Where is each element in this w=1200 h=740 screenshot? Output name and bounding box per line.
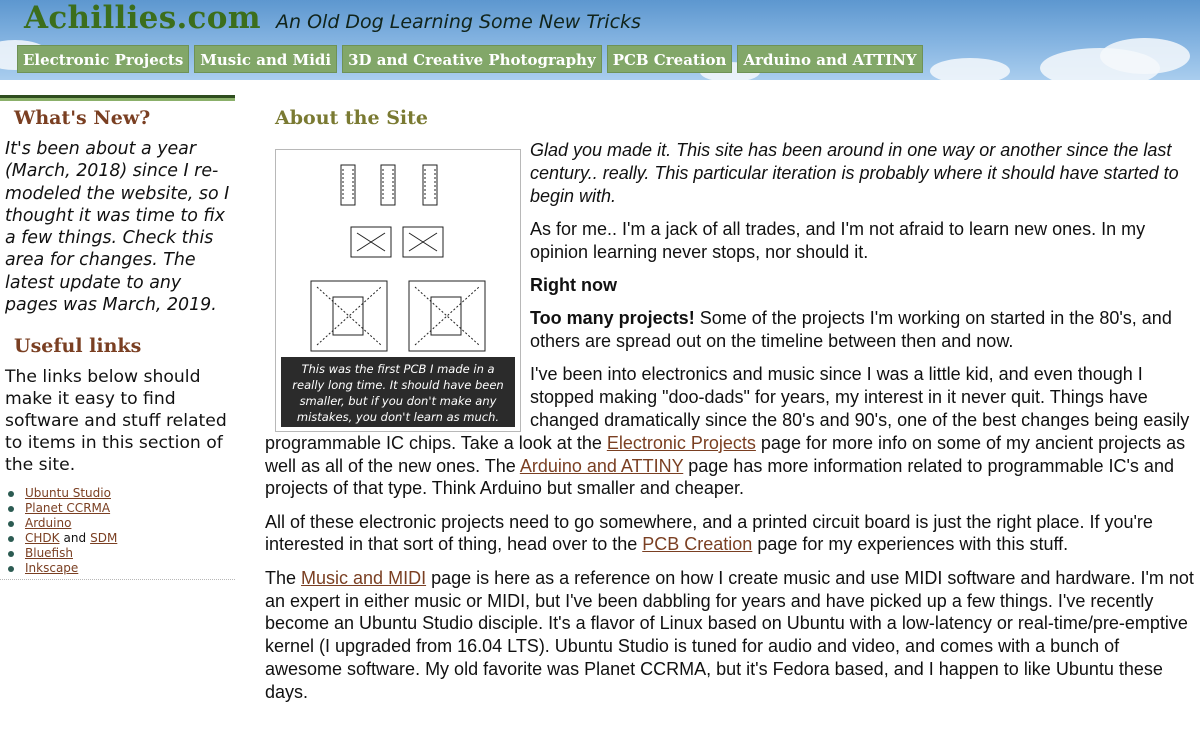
link-separator-and: and (63, 531, 87, 545)
electronics-text-c: page has more information related to programmable IC's and projects of that type. Think Arduino but smaller and cheaper. (265, 455, 1174, 499)
pcb-paragraph (265, 511, 1200, 557)
sidebar-bottom-rule (0, 579, 235, 580)
site-tagline: An Old Dog Learning Some New Tricks (276, 11, 641, 33)
bullet-icon (8, 536, 14, 542)
list-item (8, 486, 117, 501)
link-planet-ccrma[interactable]: Planet CCRMA (25, 501, 111, 515)
pcb-text-a: All of these electronic projects need to go somewhere, and a printed circuit board is just the right place. If you're interested in that sort of thing, head over to the (265, 511, 1153, 555)
link-inkscape[interactable]: Inkscape (25, 561, 79, 575)
electronics-text-a: I've been into electronics and music since I was a little kid, and even though I stopped making "doo-dads" for years, my interest in it never quit. Things have changed dramatically since the 80's and 90's, one of the best changes being easily programmable IC chips. Take a look at the (265, 364, 1190, 453)
link-arduino[interactable]: Arduino (25, 516, 72, 530)
site-title[interactable]: Achillies.com (24, 0, 261, 36)
main-nav (17, 45, 923, 73)
nav-electronic-projects[interactable]: Electronic Projects (17, 45, 189, 73)
nav-arduino-attiny[interactable]: Arduino and ATTINY (737, 45, 922, 73)
link-sdm[interactable]: SDM (90, 531, 118, 545)
main-content (265, 95, 1200, 740)
electronics-text-b: page for more info on some of my ancient projects as well as all of the new ones. The (265, 432, 1186, 476)
link-ubuntu-studio[interactable]: Ubuntu Studio (25, 486, 111, 500)
site-header (0, 0, 1200, 80)
link-arduino-attiny[interactable]: Arduino and ATTINY (519, 455, 684, 476)
useful-links-heading: Useful links (14, 335, 142, 357)
music-text-b: page is here as a reference on how I create music and use MIDI software and hardware. I'm not an expert in either music or MIDI, but I've been dabbling for years and have picked up a few things. I've recently become an Ubuntu Studio disciple. It's a flavor of Linux based on Ubuntu with a low-latency or real-time/pre-emptive kernel (I upgraded from 16.04 LTS). Ubuntu Studio is tuned for audio and video, and comes with a bunch of awesome software. My old favorite was Planet CCRMA, but it's Fedora based, and I happen to like Ubuntu these days. (265, 567, 1194, 702)
intro-paragraph: Glad you made it. This site has been around in one way or another since the last century.. really. This particular iteration is probably where it should have started to begin with. (530, 140, 1179, 206)
list-item (8, 531, 117, 546)
bullet-icon (8, 566, 14, 572)
nav-3d-creative-photography[interactable]: 3D and Creative Photography (342, 45, 602, 73)
music-paragraph (265, 567, 1200, 704)
nav-pcb-creation[interactable]: PCB Creation (607, 45, 733, 73)
sidebar (0, 95, 235, 581)
music-text-a: The (265, 567, 302, 588)
article-body (265, 139, 1200, 714)
about-me-paragraph: As for me.. I'm a jack of all trades, and I'm not afraid to learn new ones. In my opinion learning never stops, nor should it. (530, 218, 1146, 262)
bullet-icon (8, 506, 14, 512)
link-pcb-creation[interactable]: PCB Creation (642, 534, 753, 555)
pcb-text-b: page for my experiences with this stuff. (752, 534, 1069, 555)
figure-caption: This was the first PCB I made in a really long time. It should have been smaller, but if you don't make any mistakes, you don't learn as much. (281, 357, 515, 427)
too-many-projects-label: Too many projects! (530, 308, 695, 329)
about-heading: About the Site (275, 107, 429, 129)
sidebar-top-rule (0, 95, 235, 101)
nav-music-and-midi[interactable]: Music and Midi (194, 45, 337, 73)
whats-new-text: It's been about a year (March, 2018) since I re-modeled the website, so I thought it was time to fix a few things. Check this area for changes. The latest update to any pages was March, 2019. (5, 139, 230, 316)
link-chdk[interactable]: CHDK (25, 531, 60, 545)
bullet-icon (8, 551, 14, 557)
list-item (8, 501, 117, 516)
figure-spacer (265, 139, 530, 429)
link-bluefish[interactable]: Bluefish (25, 546, 73, 560)
link-electronic-projects[interactable]: Electronic Projects (606, 432, 756, 453)
useful-links-text: The links below should make it easy to find software and stuff related to items in this section of the site. (5, 367, 227, 475)
bullet-icon (8, 521, 14, 527)
right-now-heading: Right now (530, 274, 617, 295)
sky-cloud (930, 58, 1010, 80)
sky-cloud (1100, 38, 1190, 74)
list-item (8, 546, 117, 561)
useful-links-list (8, 486, 117, 576)
whats-new-heading: What's New? (14, 107, 151, 129)
bullet-icon (8, 491, 14, 497)
projects-text: Some of the projects I'm working on started in the 80's, and others are spread out on the timeline between then and now. (530, 308, 1172, 352)
list-item (8, 516, 117, 531)
link-music-and-midi[interactable]: Music and MIDI (301, 567, 427, 588)
list-item (8, 561, 117, 576)
